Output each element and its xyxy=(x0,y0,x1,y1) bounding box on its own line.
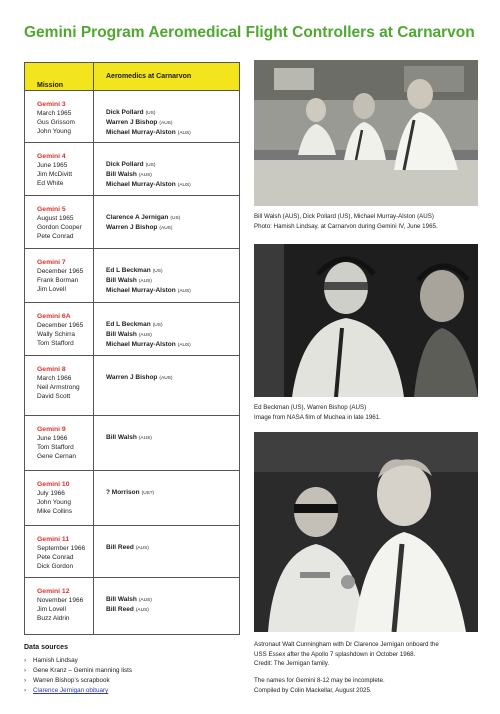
mission-date: August 1965 xyxy=(37,215,74,222)
controller-entry xyxy=(106,330,239,340)
crew-member: Mike Collins xyxy=(37,508,73,515)
photo3-caption-credit: Credit: The Jernigan family. xyxy=(254,660,330,667)
controller-entry xyxy=(106,170,239,180)
controller-nationality: (AUS) xyxy=(135,546,149,551)
crew-member: Gus Grissom xyxy=(37,119,75,126)
crew-member: Jim Lovell xyxy=(37,606,66,613)
aeromedics-cell xyxy=(94,303,239,355)
controller-nationality: (AUS) xyxy=(138,279,152,284)
photo2-caption-credit: Image from NASA film of Muchea in late 1961. xyxy=(254,413,381,421)
table-row xyxy=(25,471,239,526)
controller-name: Warren J Bishop xyxy=(106,224,158,231)
controller-nationality: (US) xyxy=(145,163,156,168)
controller-entry xyxy=(106,266,239,276)
mission-name: Gemini 3 xyxy=(37,101,66,108)
photo1-caption-credit: Photo: Hamish Lindsay, at Carnarvon during Gemini IV, June 1965. xyxy=(254,222,438,230)
crew-member: Jim McDivitt xyxy=(37,171,73,178)
controller-name: Michael Murray-Alston xyxy=(106,287,176,294)
data-sources-title: Data sources xyxy=(24,644,68,651)
controller-name: Dick Pollard xyxy=(106,161,144,168)
controller-nationality: (AUS) xyxy=(159,226,173,231)
data-source-item: › Gene Kranz – Gemini manning lists xyxy=(24,666,132,676)
photo-muchea-film xyxy=(254,244,478,397)
photo1-caption xyxy=(254,212,484,231)
mission-name: Gemini 7 xyxy=(37,259,66,266)
aeromedics-cell xyxy=(94,356,239,415)
controller-name: Clarence A Jernigan xyxy=(106,214,169,221)
aeromedics-cell xyxy=(94,578,239,634)
mission-cell xyxy=(25,91,94,142)
controller-name: Michael Murray-Alston xyxy=(106,341,176,348)
controller-name: Ed L Beckman xyxy=(106,321,151,328)
crew-member: John Young xyxy=(37,499,71,506)
mission-cell xyxy=(25,249,94,302)
controller-entry xyxy=(106,223,239,233)
controller-nationality: (AUS) xyxy=(138,436,152,441)
mission-name: Gemini 12 xyxy=(37,588,70,595)
controller-name: ? Morrison xyxy=(106,489,140,496)
aeromedics-cell xyxy=(94,196,239,248)
mission-cell xyxy=(25,526,94,577)
header-mission: Mission xyxy=(25,63,94,90)
compiler-notes xyxy=(254,676,489,695)
controller-entry xyxy=(106,605,239,615)
photo2-caption xyxy=(254,403,484,422)
mission-date: March 1965 xyxy=(37,110,72,117)
controller-nationality: (AUS) xyxy=(138,173,152,178)
controller-nationality: (US) xyxy=(152,269,163,274)
crew-member: John Young xyxy=(37,128,71,135)
controller-nationality: (AUS) xyxy=(135,608,149,613)
controller-nationality: (AUS) xyxy=(138,598,152,603)
table-row xyxy=(25,526,239,578)
controller-nationality: (AUS) xyxy=(177,183,191,188)
crew-member: Frank Borman xyxy=(37,277,79,284)
crew-member: Pete Conrad xyxy=(37,554,74,561)
header-aeromedics: Aeromedics at Carnarvon xyxy=(106,73,192,80)
aeromedics-cell xyxy=(94,526,239,577)
mission-date: June 1965 xyxy=(37,162,68,169)
photo3-caption-line: Astronaut Walt Cunningham with Dr Clarence Jernigan onboard the xyxy=(254,641,439,648)
controller-name: Bill Reed xyxy=(106,544,134,551)
controller-name: Bill Walsh xyxy=(106,331,137,338)
controller-name: Warren J Bishop xyxy=(106,374,158,381)
controller-entry xyxy=(106,340,239,350)
mission-cell xyxy=(25,416,94,470)
mission-date: June 1966 xyxy=(37,435,68,442)
crew-member: Gordon Cooper xyxy=(37,224,82,231)
mission-name: Gemini 5 xyxy=(37,206,66,213)
controller-name: Bill Reed xyxy=(106,606,134,613)
aeromedics-cell xyxy=(94,91,239,142)
crew-member: Pete Conrad xyxy=(37,233,74,240)
aeromedics-cell xyxy=(94,249,239,302)
mission-date: July 1966 xyxy=(37,490,65,497)
data-source-item: › Warren Bishop’s scrapbook xyxy=(24,676,132,686)
controller-nationality: (AUS) xyxy=(177,289,191,294)
mission-cell xyxy=(25,303,94,355)
photo-carnarvon-controllers xyxy=(254,60,478,206)
mission-name: Gemini 9 xyxy=(37,426,66,433)
compiled-by-note: Compiled by Colin Mackellar, August 2025. xyxy=(254,686,372,694)
crew-member: David Scott xyxy=(37,393,71,400)
photo3-caption-line: USS Essex after the Apollo 7 splashdown in October 1968. xyxy=(254,650,416,658)
crew-member: Jim Lovell xyxy=(37,286,66,293)
controller-nationality: (AUS) xyxy=(159,121,173,126)
table-row xyxy=(25,578,239,634)
controller-name: Bill Walsh xyxy=(106,434,137,441)
mission-date: March 1966 xyxy=(37,375,72,382)
controller-entry xyxy=(106,128,239,138)
controller-entry xyxy=(106,286,239,296)
mission-date: November 1966 xyxy=(37,597,84,604)
controller-entry xyxy=(106,118,239,128)
mission-date: December 1965 xyxy=(37,268,84,275)
mission-cell xyxy=(25,196,94,248)
crew-member: Dick Gordon xyxy=(37,563,74,570)
controller-nationality: (AUS) xyxy=(138,333,152,338)
controller-name: Michael Murray-Alston xyxy=(106,181,176,188)
controller-nationality: (AUS) xyxy=(159,376,173,381)
mission-date: December 1965 xyxy=(37,322,84,329)
table-row xyxy=(25,416,239,471)
controller-name: Bill Walsh xyxy=(106,277,137,284)
mission-date: September 1966 xyxy=(37,545,86,552)
photo2-caption-line: Ed Beckman (US), Warren Bishop (AUS) xyxy=(254,404,367,411)
controller-entry xyxy=(106,276,239,286)
table-row xyxy=(25,91,239,143)
data-sources-list xyxy=(24,656,132,696)
crew-member: Ed White xyxy=(37,180,64,187)
mission-name: Gemini 10 xyxy=(37,481,70,488)
table-row xyxy=(25,143,239,196)
controller-name: Bill Walsh xyxy=(106,171,137,178)
mission-name: Gemini 6A xyxy=(37,313,71,320)
obituary-link[interactable]: Clarence Jernigan obituary xyxy=(33,687,109,694)
mission-table xyxy=(24,62,240,635)
controller-nationality: (US) xyxy=(152,323,163,328)
controller-name: Dick Pollard xyxy=(106,109,144,116)
controller-nationality: (US) xyxy=(145,111,156,116)
controller-entry xyxy=(106,180,239,190)
data-source-item: › Hamish Lindsay xyxy=(24,656,132,666)
photo1-caption-line: Bill Walsh (AUS), Dick Pollard (US), Michael Murray-Alston (AUS) xyxy=(254,213,434,220)
controller-nationality: (AUS) xyxy=(177,131,191,136)
controller-entry xyxy=(106,433,239,443)
mission-name: Gemini 8 xyxy=(37,366,66,373)
crew-member: Neil Armstrong xyxy=(37,384,80,391)
incomplete-note: The names for Gemini 8-12 may be incomplete. xyxy=(254,677,385,684)
crew-member: Wally Schirra xyxy=(37,331,76,338)
mission-name: Gemini 4 xyxy=(37,153,66,160)
controller-nationality: (AUS) xyxy=(177,343,191,348)
mission-cell xyxy=(25,578,94,634)
controller-name: Ed L Beckman xyxy=(106,267,151,274)
controller-nationality: (US) xyxy=(170,216,181,221)
controller-entry xyxy=(106,320,239,330)
table-row xyxy=(25,196,239,249)
photo3-caption xyxy=(254,640,489,669)
mission-cell xyxy=(25,471,94,525)
controller-entry xyxy=(106,373,239,383)
controller-entry xyxy=(106,488,239,498)
crew-member: Gene Cernan xyxy=(37,453,77,460)
mission-cell xyxy=(25,143,94,195)
crew-member: Tom Stafford xyxy=(37,340,74,347)
table-header xyxy=(25,63,239,91)
controller-entry xyxy=(106,543,239,553)
aeromedics-cell xyxy=(94,416,239,470)
controller-entry xyxy=(106,160,239,170)
controller-entry xyxy=(106,108,239,118)
page-title: Gemini Program Aeromedical Flight Controllers at Carnarvon xyxy=(24,24,475,41)
photo-uss-essex xyxy=(254,432,478,632)
mission-cell xyxy=(25,356,94,415)
crew-member: Tom Stafford xyxy=(37,444,74,451)
aeromedics-cell xyxy=(94,471,239,525)
aeromedics-cell xyxy=(94,143,239,195)
controller-name: Warren J Bishop xyxy=(106,119,158,126)
controller-name: Bill Walsh xyxy=(106,596,137,603)
mission-name: Gemini 11 xyxy=(37,536,70,543)
data-source-link-item xyxy=(24,686,132,696)
controller-name: Michael Murray-Alston xyxy=(106,129,176,136)
controller-nationality: (US?) xyxy=(141,491,155,496)
table-row xyxy=(25,249,239,303)
controller-entry xyxy=(106,213,239,223)
table-row xyxy=(25,303,239,356)
table-row xyxy=(25,356,239,416)
controller-entry xyxy=(106,595,239,605)
crew-member: Buzz Aldrin xyxy=(37,615,70,622)
